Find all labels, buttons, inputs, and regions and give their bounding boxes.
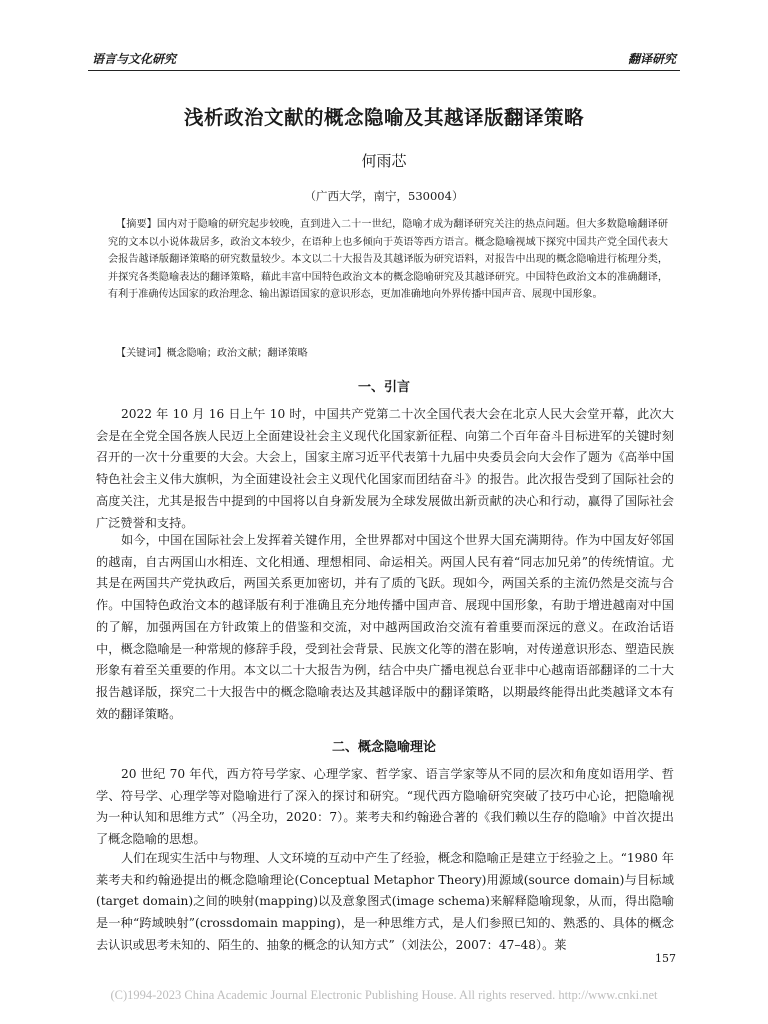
running-header — [88, 46, 680, 68]
journal-name: 语言与文化研究 — [92, 52, 177, 66]
body-paragraph: 人们在现实生活中与物理、人文环境的互动中产生了经验，概念和隐喻正是建立于经验之上。“1980 年莱考夫和约翰逊提出的概念隐喻理论(Conceptual Metaphor Theory)用源域(source domain)与目标域(target domain)之间的映射(mapping)以及意象图式(image schema)来解释隐喻现象，从而，得出隐喻是一种“跨域映射”(crossdomain mapping)，是一种思维方式，是人们参照已知的、熟悉的、具体的概念去认识或思考未知的、陌生的、抽象的概念的认知方式”（刘法公，2007：47–48）。莱 — [96, 851, 674, 952]
body-paragraph: 如今，中国在国际社会上发挥着关键作用，全世界都对中国这个世界大国充满期待。作为中国友好邻国的越南，自古两国山水相连、文化相通、理想相同、命运相关。两国人民有着“同志加兄弟”的传统情谊。尤其是在两国共产党执政后，两国关系更加密切，并有了质的飞跃。现如今，两国关系的主流仍然是交流与合作。中国特色政治文本的越译版有利于准确且充分地传播中国声音、展现中国形象，有助于增进越南对中国的了解，加强两国在方针政策上的借鉴和交流，对中越两国政治交流有着重要而深远的意义。在政治话语中，概念隐喻是一种常规的修辞手段，受到社会背景、民族文化等的潜在影响，对传递意识形态、塑造民族形象有着至关重要的作用。本文以二十大报告为例，结合中央广播电视总台亚非中心越南语部翻译的二十大报告越译版，探究二十大报告中的概念隐喻表达及其越译版中的翻译策略，以期最终能得出此类越译文本有效的翻译策略。 — [96, 533, 674, 721]
author-name: 何雨芯 — [361, 152, 407, 170]
body-paragraph: 2022 年 10 月 16 日上午 10 时，中国共产党第二十次全国代表大会在北京人民大会堂开幕，此次大会是在全党全国各族人民迈上全面建设社会主义现代化国家新征程、向第二个百年奋斗目标进军的关键时刻召开的一次十分重要的大会。大会上，国家主席习近平代表第十九届中央委员会向大会作了题为《高举中国特色社会主义伟大旗帜，为全面建设社会主义现代化国家而团结奋斗》的报告。此次报告受到了国际社会的高度关注，尤其是报告中提到的中国将以自身新发展为全球发展做出新贡献的决心和行动，赢得了国际社会广泛赞誉和支持。 — [96, 407, 674, 530]
section-name: 翻译研究 — [627, 52, 676, 66]
keywords: 【关键词】概念隐喻；政治文献；翻译策略 — [116, 348, 308, 359]
copyright-footer: (C)1994-2023 China Academic Journal Electronic Publishing House. All rights reserved. http://www.cnki.net — [110, 988, 658, 1002]
header-divider — [88, 70, 680, 71]
body-paragraph: 20 世纪 70 年代，西方符号学家、心理学家、哲学家、语言学家等从不同的层次和角度如语用学、哲学、符号学、心理学等对隐喻进行了深入的探讨和研究。“现代西方隐喻研究突破了技巧中心论，把隐喻视为一种认知和思维方式”（冯全功，2020：7）。莱考夫和约翰逊合著的《我们赖以生存的隐喻》中首次提出了概念隐喻的思想。 — [96, 767, 674, 847]
abstract: 【摘要】国内对于隐喻的研究起步较晚，直到进入二十一世纪，隐喻才成为翻译研究关注的热点问题。但大多数隐喻翻译研究的文本以小说体裁居多，政治文本较少，在语种上也多倾向于英语等西方语言。概念隐喻视域下探究中国共产党全国代表大会报告越译版翻译策略的研究数量较少。本文以二十大报告及其越译版为研究语料，对报告中出现的概念隐喻进行梳理分类，并探究各类隐喻表达的翻译策略，藉此丰富中国特色政治文本的概念隐喻研究及其越译研究。中国特色政治文本的准确翻译，有利于准确传达国家的政治理念、输出源语国家的意识形态，更加准确地向外界传播中国声音、展现中国形象。 — [108, 219, 668, 300]
page-number: 157 — [655, 952, 676, 965]
section-heading-introduction: 一、引言 — [357, 380, 410, 395]
author-affiliation: （广西大学，南宁，530004） — [304, 189, 464, 203]
section-heading-theory: 二、概念隐喻理论 — [331, 740, 436, 755]
article-title: 浅析政治文献的概念隐喻及其越译版翻译策略 — [183, 106, 584, 129]
